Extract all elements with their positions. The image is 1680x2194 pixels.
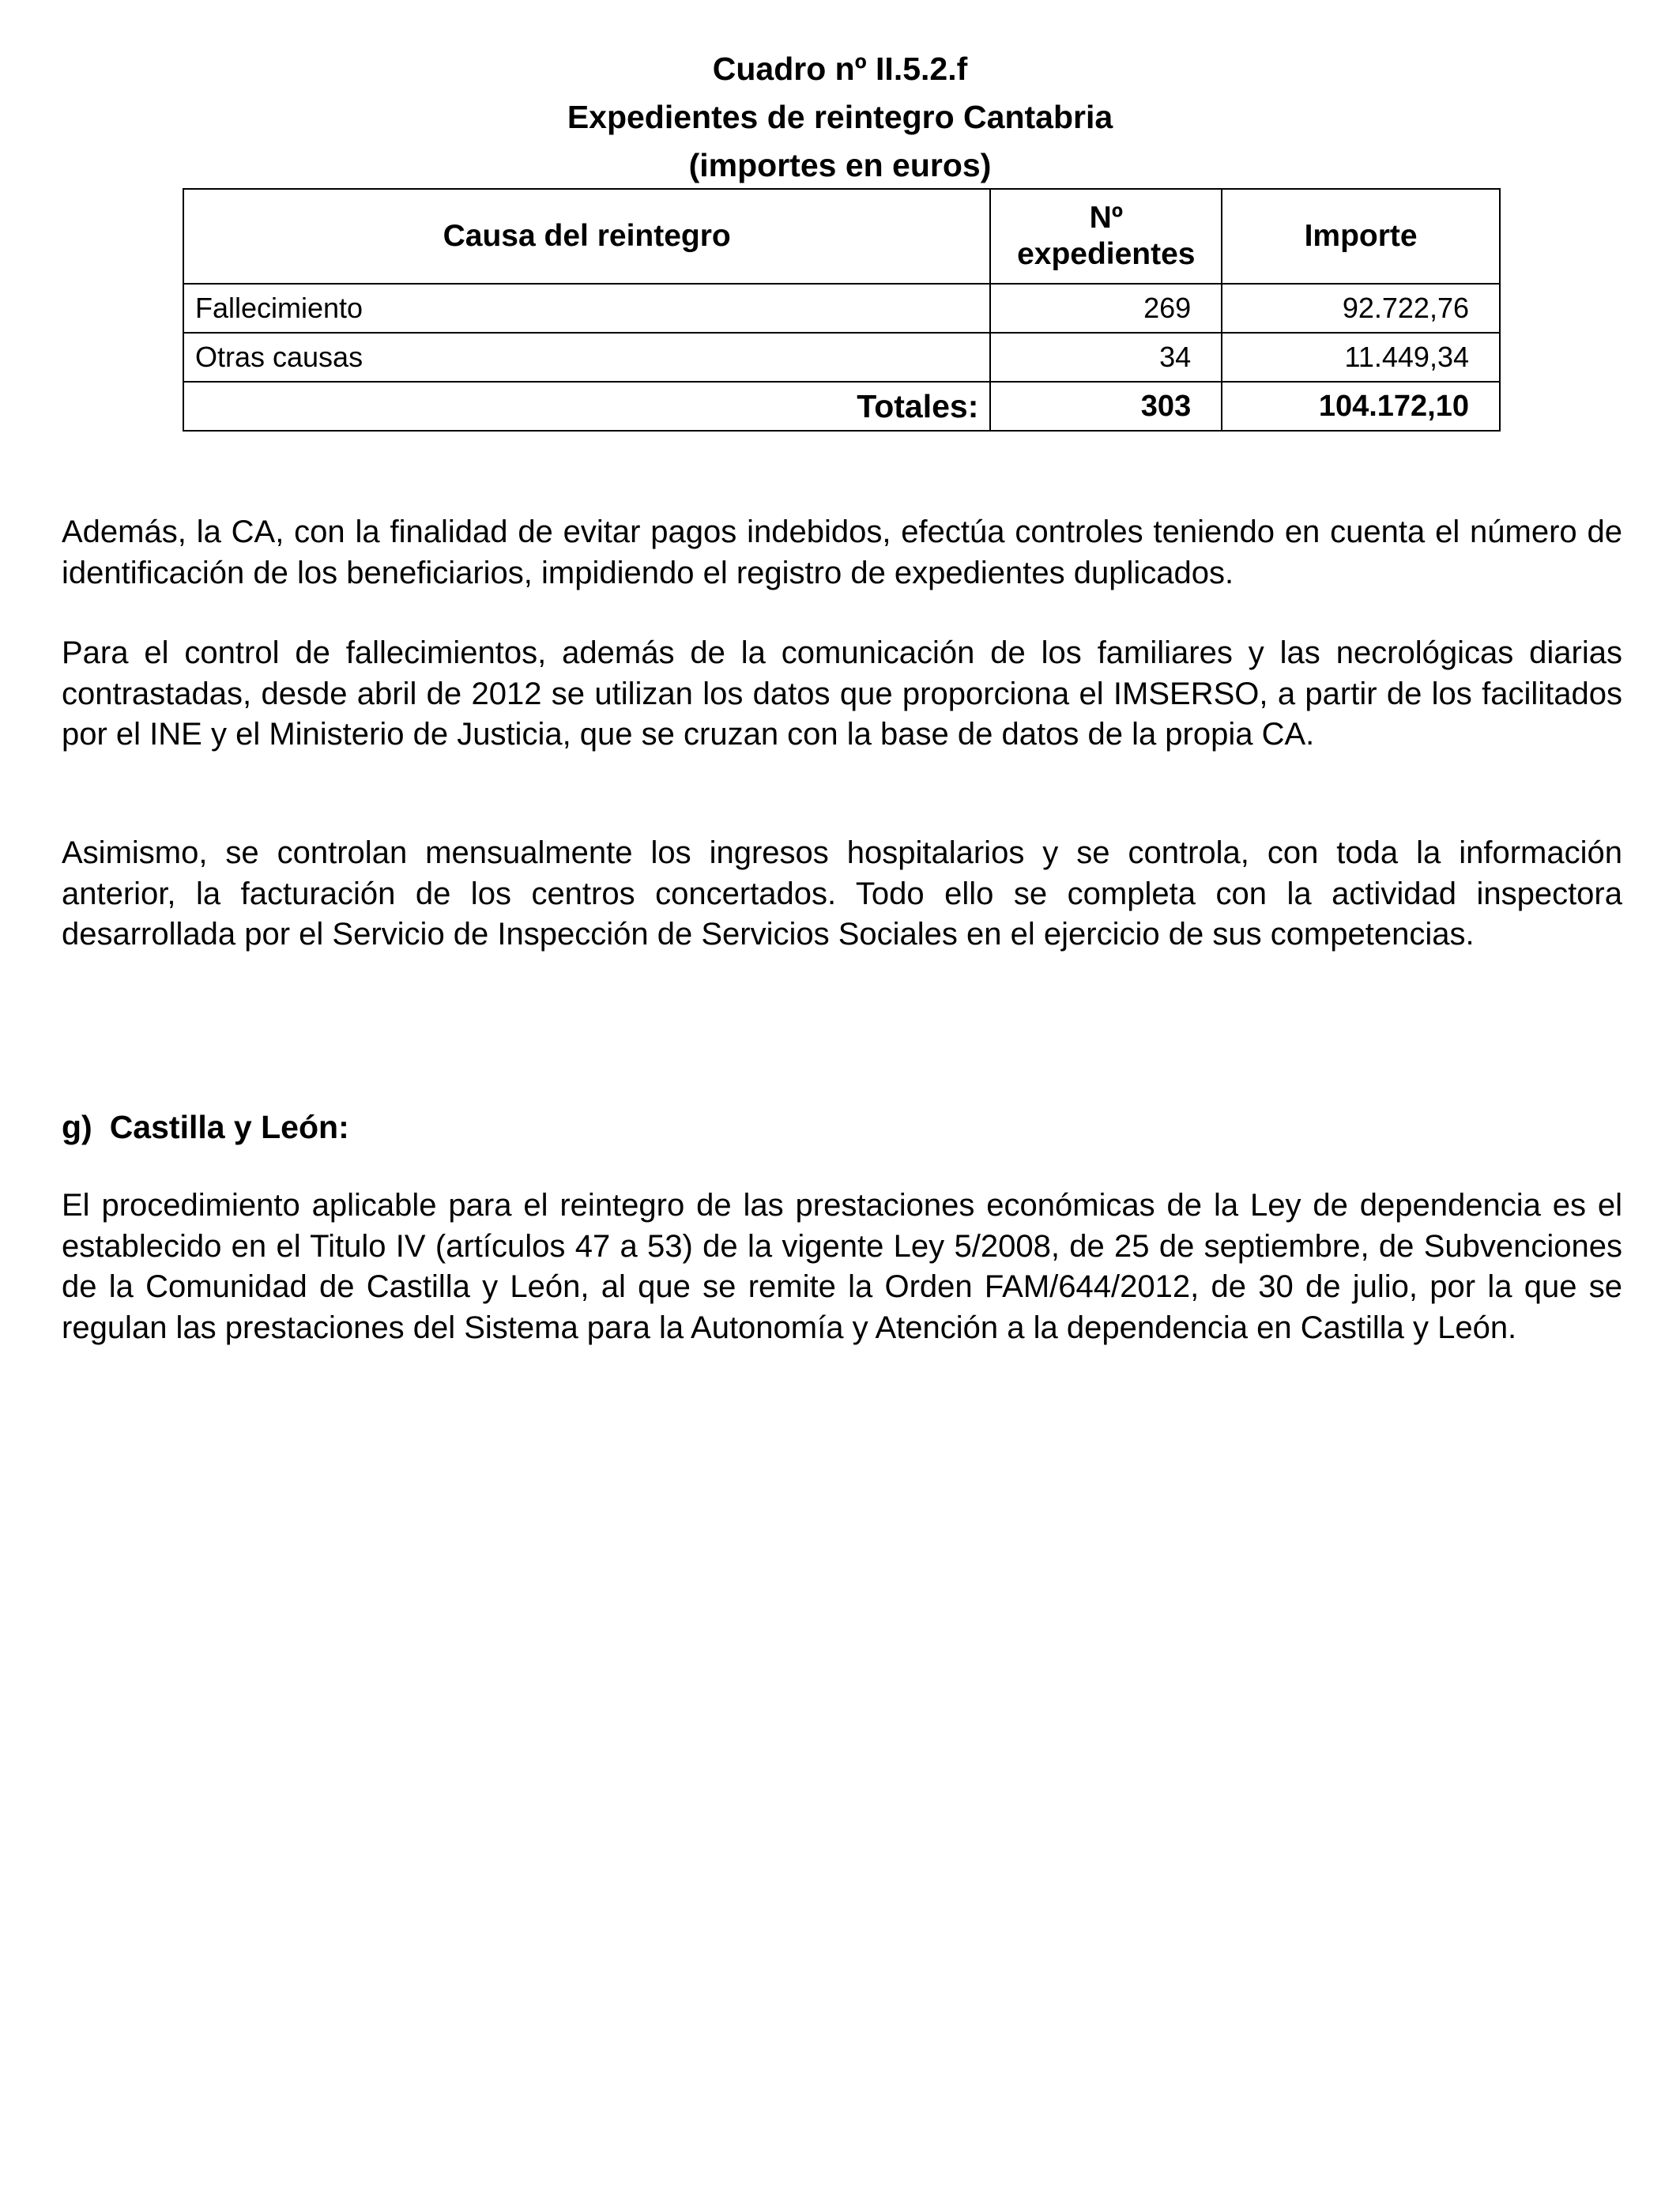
paragraph-ingresos-hospitalarios: Asimismo, se controlan mensualmente los ingresos hospitalarios y se controla, con toda la información anterior, la facturación de los centros concertados. Todo ello se completa con la actividad inspectora desarrollada por el Servicio de Inspección de Servicios Sociales en el ejercicio de sus competencias. [62,835,1622,952]
table-total-row [183,382,1500,431]
section-title: Castilla y León: [109,1109,349,1145]
cell-causa: Fallecimiento [183,284,990,333]
table-row [183,333,1500,382]
header-importe: Importe [1222,189,1500,284]
cell-num: 34 [990,333,1222,382]
paragraph-procedimiento: El procedimiento aplicable para el reintegro de las prestaciones económicas de la Ley de dependencia es el establecido en el Titulo IV (artículos 47 a 53) de la vigente Ley 5/2008, de 25 de septiembre, de Subvenciones de la Comunidad de Castilla y León, al que se remite la Orden FAM/644/2012, de 30 de julio, por la que se regulan las prestaciones del Sistema para la Autonomía y Atención a la dependencia en Castilla y León. [62,1188,1622,1345]
header-num-expedientes [990,189,1222,284]
header-num-line2: expedientes [1017,237,1196,271]
paragraph-controles: Además, la CA, con la finalidad de evitar pagos indebidos, efectúa controles teniendo en cuenta el número de identificación de los beneficiarios, impidiendo el registro de expedientes duplicados. [62,515,1622,590]
cell-importe: 11.449,34 [1222,333,1500,382]
table-row [183,284,1500,333]
paragraph-fallecimientos: Para el control de fallecimientos, además de la comunicación de los familiares y las necrológicas diarias contrastadas, desde abril de 2012 se utilizan los datos que proporciona el IMSERSO, a partir de los facilitados por el INE y el Ministerio de Justicia, que se cruzan con la base de datos de la propia CA. [62,635,1622,752]
cell-num: 269 [990,284,1222,333]
header-causa: Causa del reintegro [183,189,990,284]
header-num-line1: Nº [1089,201,1123,235]
table-header-row [183,189,1500,284]
cell-importe: 92.722,76 [1222,284,1500,333]
caption-units: (importes en euros) [688,147,992,183]
table-caption [0,45,1680,190]
cell-causa: Otras causas [183,333,990,382]
caption-number: Cuadro nº II.5.2.f [712,51,968,87]
reintegro-table [183,188,1501,432]
total-importe: 104.172,10 [1222,382,1500,431]
total-label: Totales: [183,382,990,431]
caption-title: Expedientes de reintegro Cantabria [567,99,1113,135]
section-heading [62,1106,349,1148]
section-letter: g) [62,1109,92,1145]
total-num: 303 [990,382,1222,431]
